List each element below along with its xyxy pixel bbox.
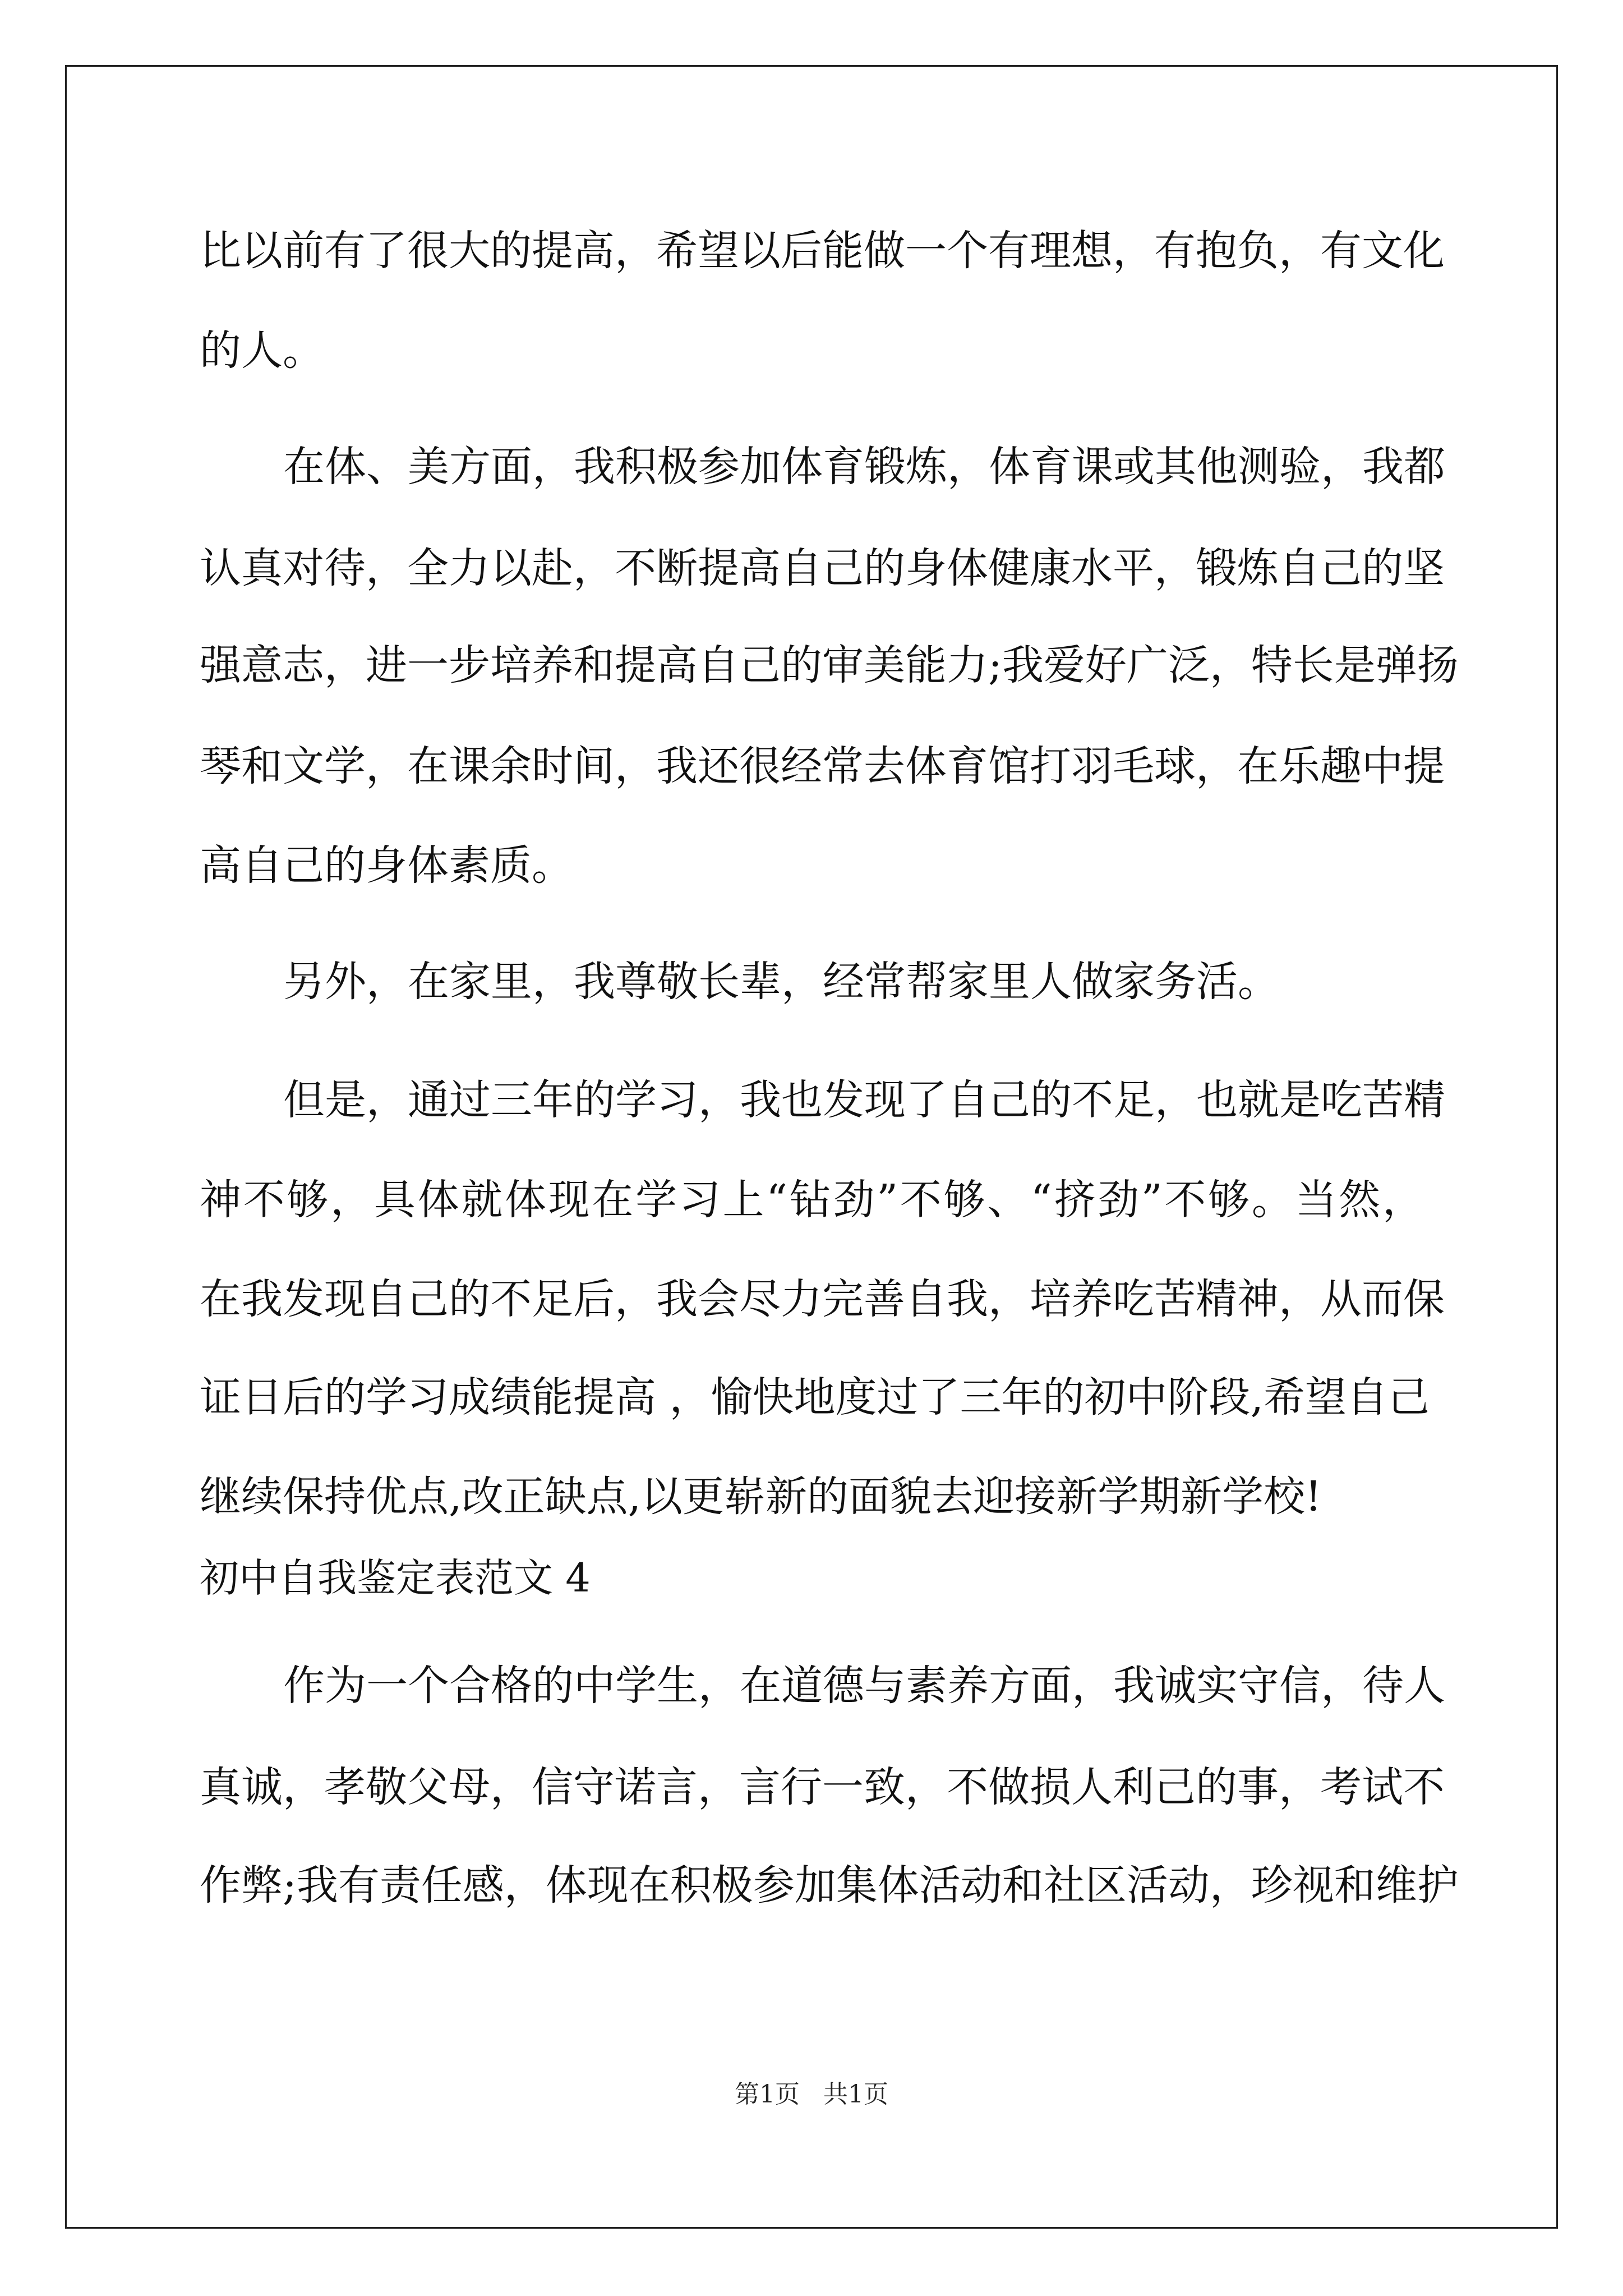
body-line: 比以前有了很大的提高，希望以后能做一个有理想，有抱负，有文化: [200, 227, 1445, 275]
body-line: 认真对待，全力以赴，不断提高自己的身体健康水平，锻炼自己的坚: [200, 544, 1445, 592]
body-line: 琴和文学，在课余时间，我还很经常去体育馆打羽毛球，在乐趣中提: [200, 742, 1445, 790]
paragraph-first-line: 另外，在家里，我尊敬长辈，经常帮家里人做家务活。: [283, 958, 1279, 1006]
body-line: 神不够，具体就体现在学习上“钻劲”不够、“挤劲”不够。当然，: [200, 1176, 1424, 1224]
body-line: 作弊;我有责任感，体现在积极参加集体活动和社区活动，珍视和维护: [200, 1861, 1459, 1910]
body-line: 强意志，进一步培养和提高自己的审美能力;我爱好广泛，特长是弹扬: [200, 641, 1459, 689]
section-title: 初中自我鉴定表范文 4: [200, 1555, 591, 1601]
body-line: 在我发现自己的不足后，我会尽力完善自我，培养吃苦精神，从而保: [200, 1275, 1445, 1323]
paragraph-first-line: 在体、美方面，我积极参加体育锻炼，体育课或其他测验，我都: [283, 443, 1445, 491]
paragraph-first-line: 但是，通过三年的学习，我也发现了自己的不足，也就是吃苦精: [283, 1076, 1445, 1124]
body-line: 真诚，孝敬父母，信守诺言，言行一致，不做损人利己的事，考试不: [200, 1763, 1445, 1811]
body-line: 证日后的学习成绩能提高 ，愉快地度过了三年的初中阶段,希望自己: [200, 1373, 1430, 1421]
page-number-footer: 第1页 共1页: [735, 2080, 888, 2109]
paragraph-first-line: 作为一个合格的中学生，在道德与素养方面，我诚实守信，待人: [283, 1662, 1445, 1710]
body-line: 继续保持优点,改正缺点,以更崭新的面貌去迎接新学期新学校!: [200, 1473, 1322, 1521]
body-line: 高自己的身体素质。: [200, 841, 573, 890]
body-line: 的人。: [200, 326, 324, 375]
